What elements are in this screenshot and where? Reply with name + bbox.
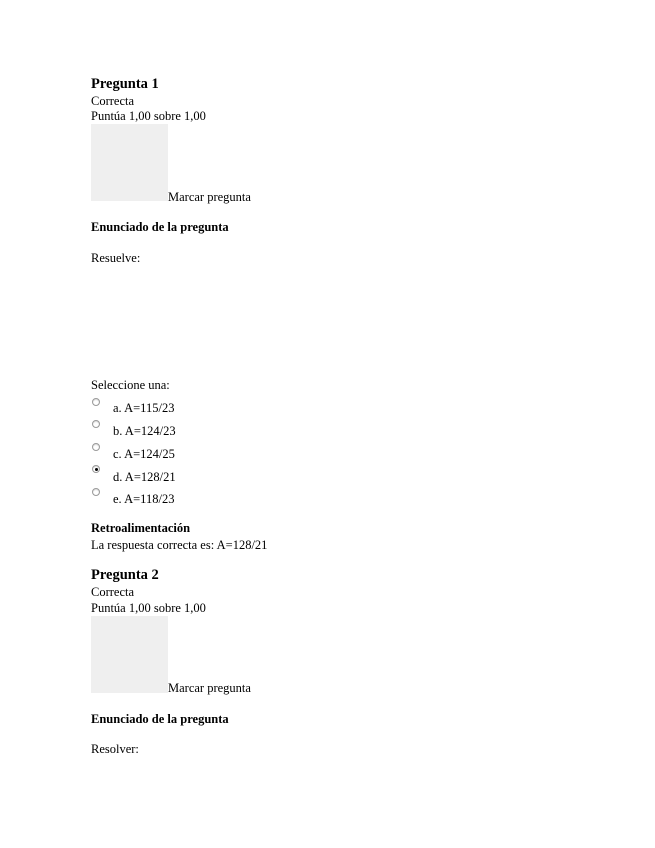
question-1-title: Pregunta 1 [91,76,159,92]
option-a-label[interactable]: a. A=115/23 [113,401,175,415]
question-1-select-label: Seleccione una: [91,378,170,392]
question-1-status: Correcta [91,94,135,108]
option-e-radio[interactable] [92,488,100,496]
question-2-status: Correcta [91,585,135,599]
question-2-flag-image [91,616,168,693]
option-c-radio[interactable] [92,443,100,451]
question-1-flag-image [91,124,168,201]
question-1-flag-link[interactable]: Marcar pregunta [168,190,251,204]
question-2-statement-heading: Enunciado de la pregunta [91,712,229,726]
option-b-label[interactable]: b. A=124/23 [113,424,176,438]
option-d-radio[interactable] [92,465,100,473]
question-2-title: Pregunta 2 [91,567,159,583]
question-2-flag-link[interactable]: Marcar pregunta [168,681,251,695]
question-1-statement-heading: Enunciado de la pregunta [91,220,229,234]
option-c-label[interactable]: c. A=124/25 [113,447,175,461]
question-1-prompt: Resuelve: [91,251,141,265]
option-a-radio[interactable] [92,398,100,406]
question-2-prompt: Resolver: [91,742,139,756]
option-e-label[interactable]: e. A=118/23 [113,492,175,506]
question-1-score: Puntúa 1,00 sobre 1,00 [91,109,206,123]
question-1-feedback-text: La respuesta correcta es: A=128/21 [91,538,268,552]
option-d-label[interactable]: d. A=128/21 [113,470,176,484]
question-1-feedback-heading: Retroalimentación [91,521,191,535]
option-b-radio[interactable] [92,420,100,428]
question-2-score: Puntúa 1,00 sobre 1,00 [91,601,206,615]
